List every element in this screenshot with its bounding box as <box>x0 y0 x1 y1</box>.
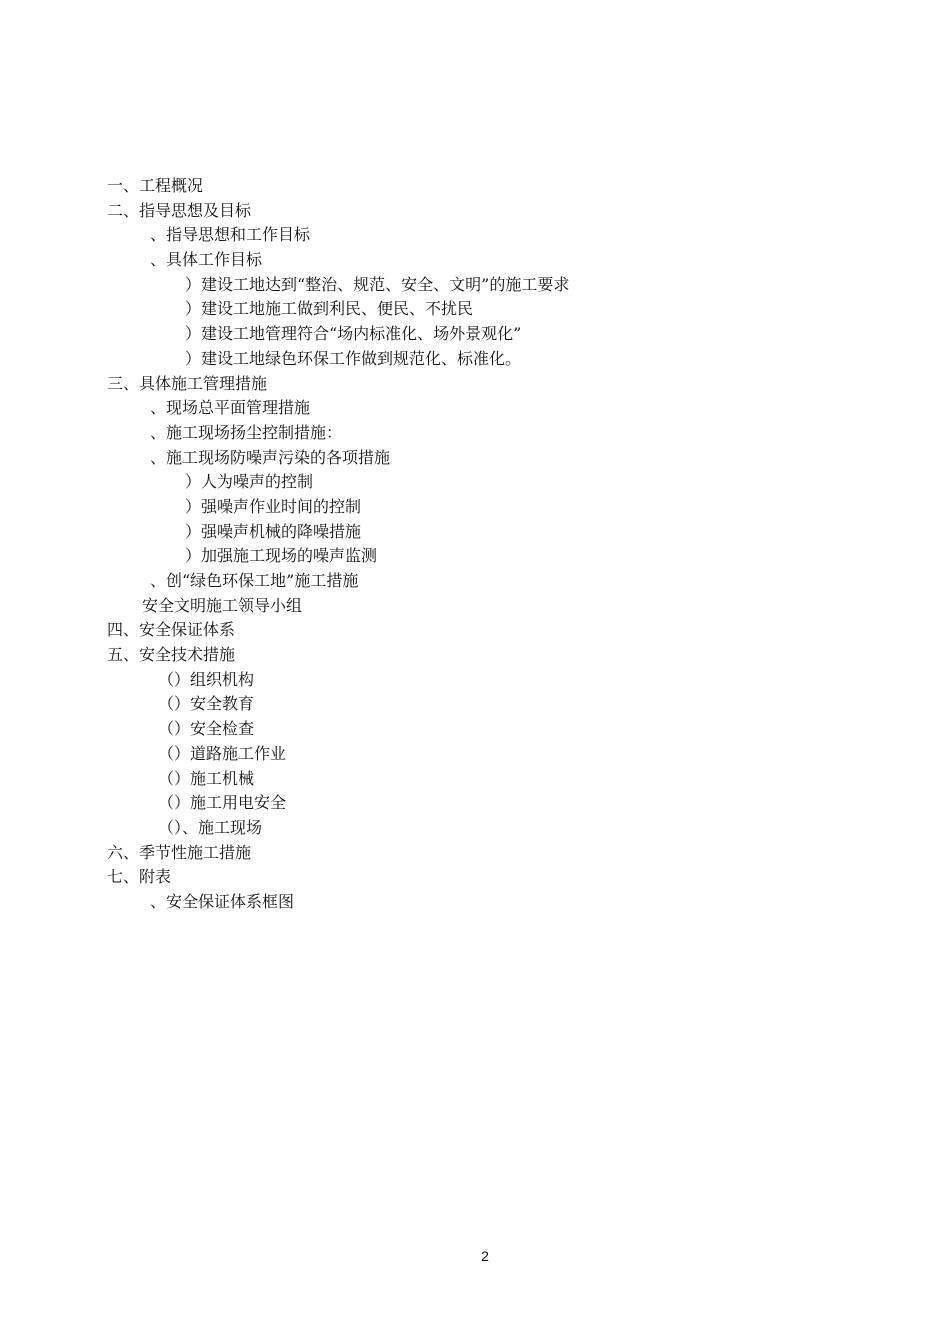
toc-entry: （）安全教育 <box>158 694 255 714</box>
toc-entry: （）安全检查 <box>158 719 255 739</box>
toc-entry: 一、工程概况 <box>107 176 204 195</box>
toc-entry: 、指导思想和工作目标 <box>150 225 311 245</box>
toc-entry: （）道路施工作业 <box>158 743 287 763</box>
toc-entry: 五、安全技术措施 <box>107 645 236 665</box>
toc-entry: 、安全保证体系框图 <box>150 891 295 911</box>
toc-entry: ）建设工地管理符合“场内标准化、场外景观化” <box>185 324 522 344</box>
toc-entry: （）、施工现场 <box>158 817 263 837</box>
toc-entry: ）加强施工现场的噪声监测 <box>185 546 378 566</box>
toc-entry: ）建设工地施工做到利民、便民、不扰民 <box>185 299 474 319</box>
toc-entry: 、施工现场防噪声污染的各项措施 <box>150 447 391 467</box>
toc-entry: 二、指导思想及目标 <box>107 200 252 220</box>
toc-entry: 三、具体施工管理措施 <box>107 373 268 393</box>
toc-entry: ）强噪声作业时间的控制 <box>185 496 362 516</box>
toc-entry: 、具体工作目标 <box>150 250 263 270</box>
toc-entry: 、施工现场扬尘控制措施： <box>150 422 343 442</box>
toc-entry: ）强噪声机械的降噪措施 <box>185 521 362 541</box>
toc-entry: （）施工用电安全 <box>158 793 287 813</box>
toc-entry: 七、附表 <box>107 867 172 887</box>
toc-entry: ）建设工地达到“整治、规范、安全、文明”的施工要求 <box>185 274 570 294</box>
toc-entry: 、现场总平面管理措施 <box>150 398 311 418</box>
toc-entry: 、创“绿色环保工地”施工措施 <box>150 571 359 590</box>
page-number: 2 <box>481 1248 489 1264</box>
table-of-contents <box>0 174 950 915</box>
toc-entry: ）建设工地绿色环保工作做到规范化、标准化。 <box>185 348 522 368</box>
toc-entry: 六、季节性施工措施 <box>107 842 252 862</box>
toc-entry: （）组织机构 <box>158 669 255 689</box>
toc-entry: 安全文明施工领导小组 <box>142 595 303 615</box>
toc-entry: 四、安全保证体系 <box>107 620 236 640</box>
toc-entry: ）人为噪声的控制 <box>185 472 314 492</box>
toc-entry: （）施工机械 <box>158 768 255 788</box>
